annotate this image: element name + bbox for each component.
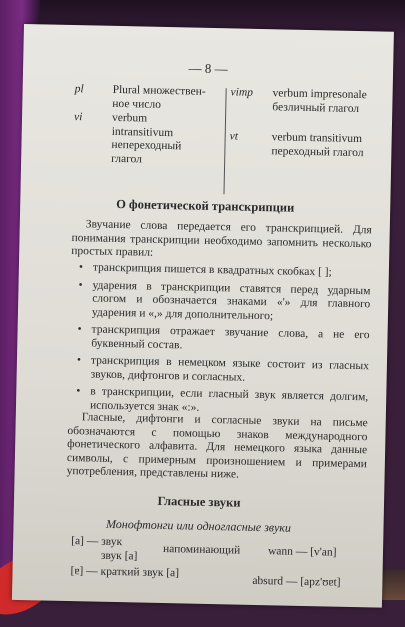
abbr-value: verbum intransitivum непереходный глагол [111, 111, 182, 165]
book-page [12, 24, 394, 608]
example-word: absurd — [apz'ʊɐt] [252, 574, 341, 589]
bullet-icon: • [78, 278, 83, 291]
bullet-icon: • [77, 323, 82, 336]
page-number: — 8 — [188, 60, 228, 77]
abbr-key: vi [73, 111, 83, 124]
example-symbol: [a] — звук [71, 535, 123, 549]
section-title: О фонетической транскрипции [116, 196, 295, 215]
abbreviation-table [70, 83, 387, 202]
example-description: напоминающий [162, 543, 241, 557]
intro-paragraph: Звучание слова передается его транскрипцией. Для понимания транскрипции необходимо запомнить несколько простых правил: [71, 218, 372, 259]
example-description: звук [a] [100, 549, 138, 563]
section-title: Гласные звуки [157, 493, 241, 510]
list-item [77, 354, 370, 387]
rule-text: ударения в транскрипции ставятся перед ударным слогом и обозначается знаками «'» для главного ударения и «,» для дополнительного; [91, 278, 371, 322]
bullet-icon: • [76, 385, 81, 398]
section-subtitle: Монофтонги или одногласные звуки [105, 516, 292, 535]
abbr-value: verbum impresonale безличный глагол [272, 87, 367, 115]
list-item [78, 279, 371, 326]
outro-paragraph: Гласные, дифтонги и согласные звуки на письме обозначаются с помощью знаков международного фонетического алфавита. Для немецкого языка данные символы, с примерным произношением и примерами употребления, представлены ниже. [66, 411, 368, 481]
abbr-key: vimp [230, 86, 254, 99]
example-symbol: [ɐ] — краткий звук [a] [70, 565, 180, 580]
rule-text: транскрипция в немецком языке состоит из гласных звуков, дифтонгов и согласных. [90, 354, 370, 384]
abbr-key: pl [74, 83, 84, 96]
rule-text: транскрипция пишется в квадратных скобках [ ]; [92, 261, 332, 279]
abbr-key: vt [229, 130, 239, 143]
example-word: wann — [v'an] [267, 545, 337, 559]
list-item [77, 323, 370, 356]
rules-list [76, 261, 371, 422]
bullet-icon: • [76, 354, 82, 367]
abbr-value: verbum transitivum переходный глагол [271, 131, 364, 159]
rule-text: в транскрипции, если гласный звук является долгим, используется знак «:». [89, 385, 369, 414]
rule-text: транскрипция отражает звучание слова, а не его буквенный состав. [91, 323, 370, 351]
abbr-value: Plural множествен- ное число [112, 83, 206, 111]
bullet-icon: • [78, 261, 84, 274]
list-item [79, 261, 371, 281]
